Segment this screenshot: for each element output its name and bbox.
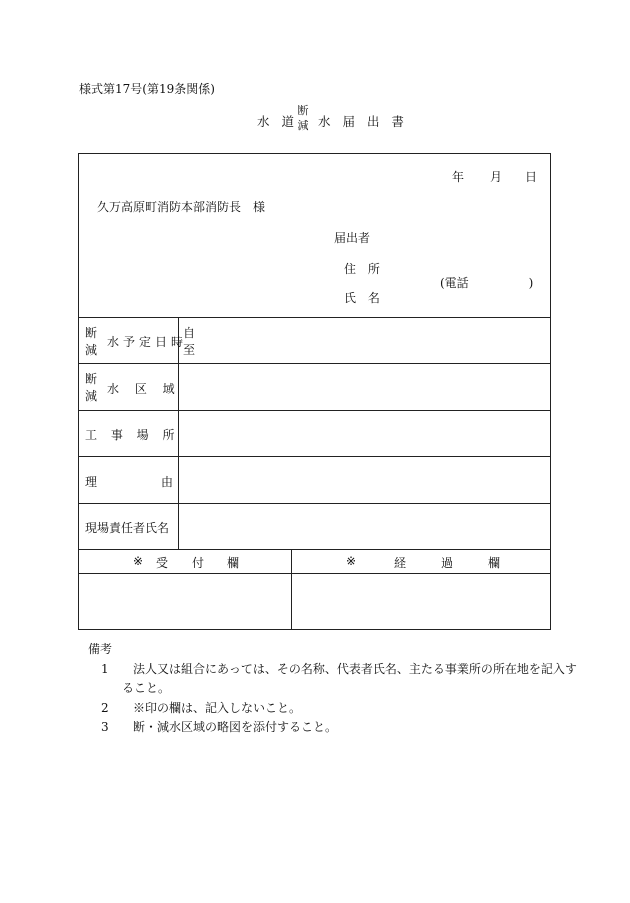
reception-char-3: 欄 (227, 556, 240, 570)
schedule-from-label: 自 (183, 326, 196, 340)
row-divider (79, 549, 550, 550)
address-label: 住 所 (344, 262, 384, 276)
title-stack-top: 断 (297, 104, 309, 117)
reason-label-left: 理 (85, 475, 98, 489)
supervisor-field[interactable] (179, 504, 550, 549)
reason-field[interactable] (179, 457, 550, 503)
date-year-label: 年 (452, 170, 465, 184)
notes-heading: 備考 (88, 642, 113, 656)
note-text: ※印の欄は、記入しないこと。 (133, 700, 302, 715)
area-stack-bottom: 減 (85, 389, 98, 403)
note-number: 3 (101, 720, 109, 734)
form-reference: 様式第17号(第19条関係) (79, 82, 215, 96)
note-number: 1 (101, 661, 109, 676)
reason-label-right: 由 (161, 475, 174, 489)
reception-char-1: 受 (156, 556, 169, 570)
title-stack (296, 103, 310, 133)
applicant-label: 届出者 (334, 231, 371, 245)
area-stack-top: 断 (85, 372, 98, 386)
schedule-to-label: 至 (183, 343, 196, 357)
reception-field[interactable] (79, 574, 291, 630)
area-field[interactable] (179, 364, 550, 410)
date-day-label: 日 (525, 170, 538, 184)
name-label: 氏 名 (344, 291, 384, 305)
area-label: 水 区 域 (107, 382, 181, 396)
supervisor-label: 現場責任者氏名 (85, 521, 170, 535)
schedule-field[interactable] (179, 318, 550, 363)
area-stack (85, 371, 97, 405)
note-text: 法人又は組合にあっては、その名称、代表者氏名、主たる事業所の所在地を記入す (133, 661, 577, 676)
schedule-stack-top: 断 (85, 326, 98, 340)
note-number: 2 (101, 700, 109, 715)
notes-section (88, 640, 595, 738)
note-item (88, 718, 595, 738)
progress-mark: ※ (346, 554, 357, 568)
reception-mark: ※ (133, 554, 144, 568)
site-field[interactable] (179, 411, 550, 456)
note-item (88, 660, 595, 699)
title-prefix: 水 道 (257, 114, 298, 129)
schedule-label: 水予定日時 (107, 335, 188, 349)
note-item (88, 699, 595, 719)
schedule-stack-bottom: 減 (85, 343, 98, 357)
progress-char-2: 過 (441, 556, 454, 570)
addressee: 久万高原町消防本部消防長 様 (97, 200, 266, 214)
note-text: 断・減水区域の略図を添付すること。 (133, 720, 338, 734)
application-form (78, 153, 551, 630)
reception-char-2: 付 (192, 556, 205, 570)
schedule-stack (85, 325, 97, 359)
progress-char-3: 欄 (488, 556, 501, 570)
progress-char-1: 経 (394, 556, 407, 570)
title-stack-bottom: 減 (297, 119, 309, 132)
site-label: 工 事 場 所 (85, 428, 180, 442)
phone-label: (電話 ) (440, 276, 534, 290)
date-month-label: 月 (490, 170, 503, 184)
note-text-continuation: ること。 (122, 681, 171, 695)
title-suffix: 水 届 出 書 (318, 114, 408, 129)
document-title (0, 103, 630, 137)
progress-field[interactable] (292, 574, 550, 630)
